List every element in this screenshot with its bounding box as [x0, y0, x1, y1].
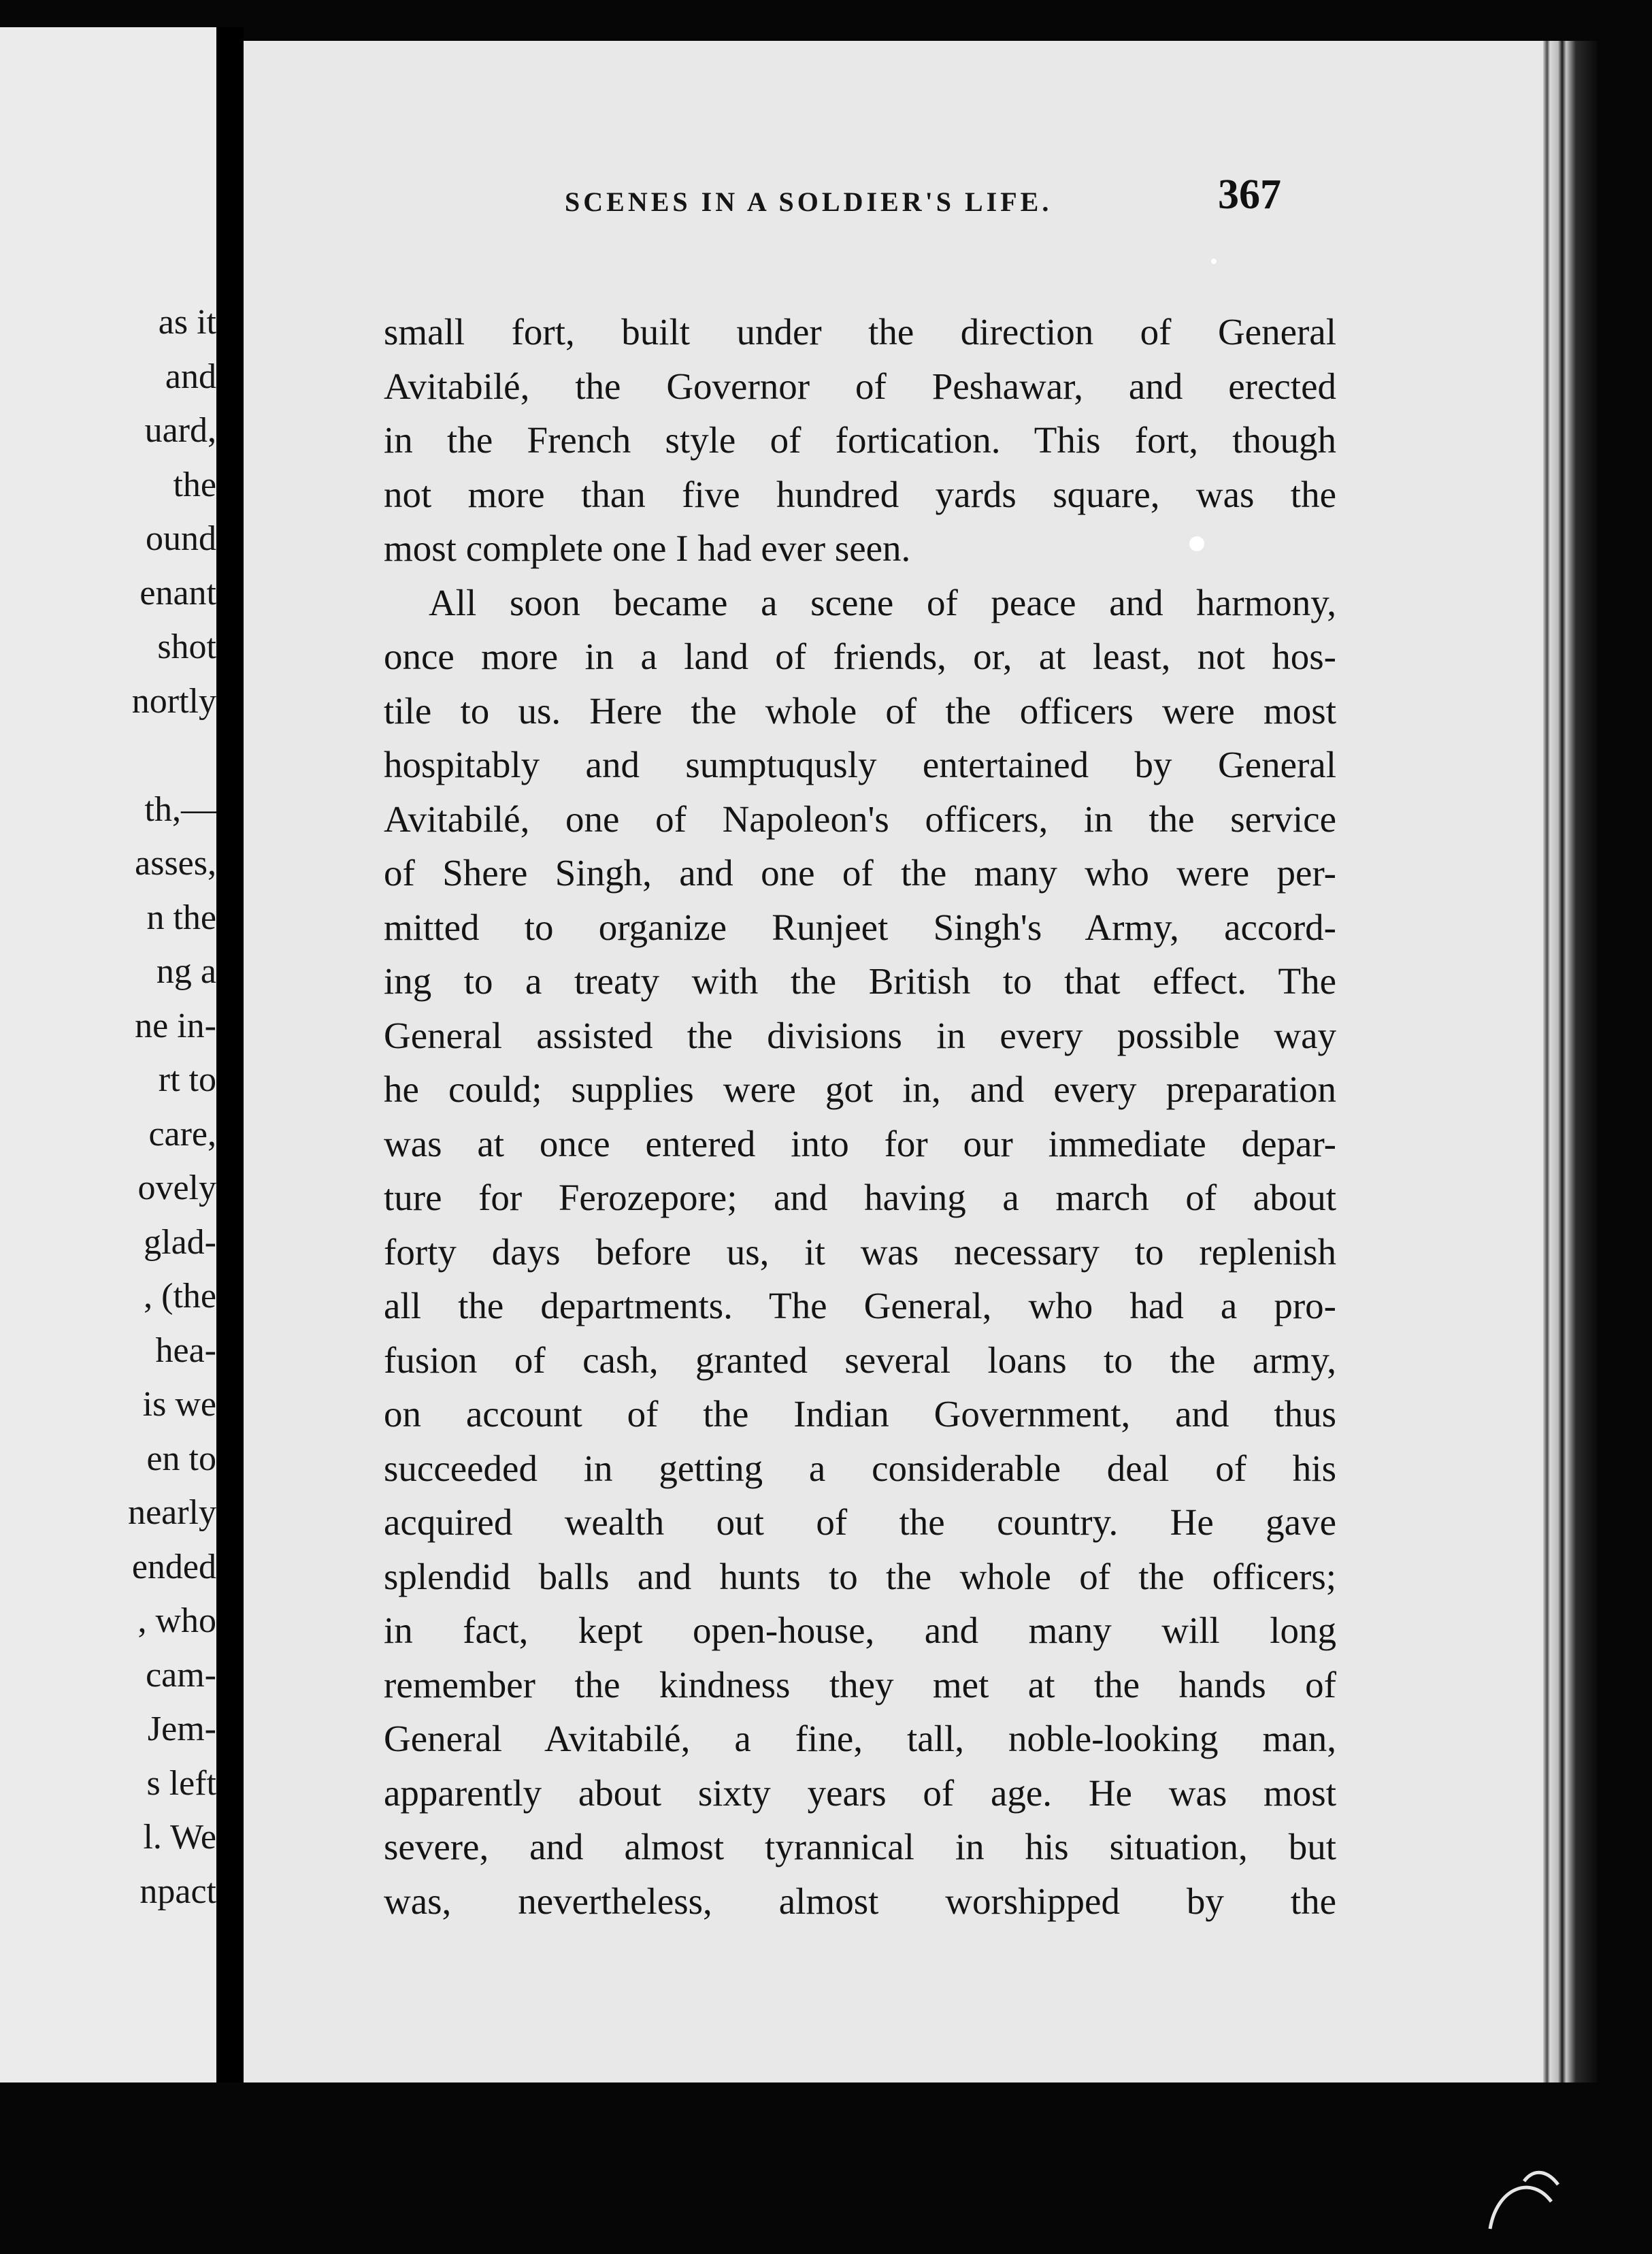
body-line: fusion of cash, granted several loans to the army,: [384, 1339, 1336, 1381]
running-head: [286, 167, 1281, 228]
left-page-line: uard,: [144, 411, 216, 450]
scan-speck: [1189, 536, 1204, 551]
left-page-line: and: [165, 357, 216, 396]
left-page-line: npact: [139, 1872, 216, 1911]
body-line: not more than five hundred yards square, was the: [384, 473, 1336, 515]
body-line: all the departments. The General, who had a pro-: [384, 1285, 1336, 1326]
left-page-line: rt to: [158, 1060, 216, 1099]
left-page-line: ended: [131, 1547, 216, 1586]
left-page-line: glad-: [144, 1222, 216, 1262]
left-page-line: Jem-: [147, 1710, 216, 1748]
left-page-line: ound: [146, 519, 216, 558]
body-line: Avitabilé, one of Napoleon's officers, in the service: [384, 798, 1336, 840]
left-page-line: asses,: [135, 844, 216, 883]
left-page-line: , (the: [144, 1277, 216, 1316]
body-line: All soon became a scene of peace and harmony,: [429, 581, 1336, 623]
left-page-line: ovely: [137, 1169, 216, 1207]
left-page-line: n the: [146, 898, 216, 937]
body-line: forty days before us, it was necessary to replenish: [384, 1230, 1336, 1273]
left-page-line: , who: [137, 1601, 216, 1640]
body-line: on account of the Indian Government, and thus: [384, 1393, 1336, 1435]
left-page-line: s left: [146, 1763, 216, 1803]
left-page-line: th,—: [144, 789, 216, 829]
body-line: small fort, built under the direction of General: [384, 311, 1336, 353]
body-line: splendid balls and hunts to the whole of the officers;: [384, 1555, 1336, 1597]
body-line: acquired wealth out of the country. He gave: [384, 1501, 1336, 1543]
body-line: in fact, kept open-house, and many will long: [384, 1610, 1336, 1651]
running-title: SCENES IN A SOLDIER'S LIFE.: [565, 186, 1053, 217]
body-line: was at once entered into for our immediate depar-: [384, 1122, 1336, 1164]
body-line: apparently about sixty years of age. He was most: [384, 1771, 1336, 1814]
body-line: was, nevertheless, almost worshipped by the: [384, 1880, 1336, 1922]
body-line: Avitabilé, the Governor of Peshawar, and erected: [384, 365, 1336, 407]
left-page-line: as it: [158, 303, 216, 342]
body-line: ture for Ferozepore; and having a march of about: [384, 1177, 1336, 1218]
left-page-line: the: [173, 465, 216, 504]
body-line: tile to us. Here the whole of the officers were most: [384, 689, 1336, 732]
left-page-line: shot: [157, 627, 216, 666]
body-line: mitted to organize Runjeet Singh's Army, accord-: [384, 906, 1336, 948]
body-line: General Avitabilé, a fine, tall, noble-looking man,: [384, 1718, 1336, 1759]
body-line: once more in a land of friends, or, at least, not hos-: [384, 636, 1336, 677]
left-page-line: cam-: [146, 1655, 216, 1695]
left-page-line: care,: [148, 1114, 216, 1154]
body-line: he could; supplies were got in, and every preparation: [384, 1068, 1336, 1110]
body-line: in the French style of fortication. This fort, though: [384, 419, 1336, 461]
left-page-line: l. We: [143, 1818, 216, 1857]
left-page-line: nortly: [131, 681, 216, 721]
left-page-line: enant: [139, 573, 216, 612]
left-page-line: ne in-: [135, 1006, 216, 1045]
body-line: General assisted the divisions in every possible way: [384, 1014, 1336, 1056]
left-page-line: nearly: [128, 1493, 216, 1532]
left-page-line: hea-: [155, 1330, 216, 1370]
book-gutter: [216, 27, 244, 2082]
body-line: ing to a treaty with the British to that effect. The: [384, 960, 1336, 1002]
body-line: remember the kindness they met at the hands of: [384, 1663, 1336, 1705]
page-edges: [1543, 41, 1598, 2082]
left-page-line: is we: [142, 1385, 216, 1424]
body-line: hospitably and sumptuqusly entertained by General: [384, 744, 1336, 785]
body-line: succeeded in getting a considerable deal of his: [384, 1447, 1336, 1489]
left-page-line: ng a: [156, 952, 216, 991]
corner-scratch-mark: [1483, 2161, 1565, 2236]
left-page-fragment: [0, 27, 216, 2082]
body-line: of Shere Singh, and one of the many who were per-: [384, 852, 1336, 894]
left-page-line: en to: [146, 1439, 216, 1478]
body-line: most complete one I had ever seen.: [384, 527, 911, 569]
page-number: 367: [1218, 172, 1281, 218]
scan-speck: [1211, 259, 1217, 264]
body-line: severe, and almost tyrannical in his situation, but: [384, 1826, 1336, 1867]
